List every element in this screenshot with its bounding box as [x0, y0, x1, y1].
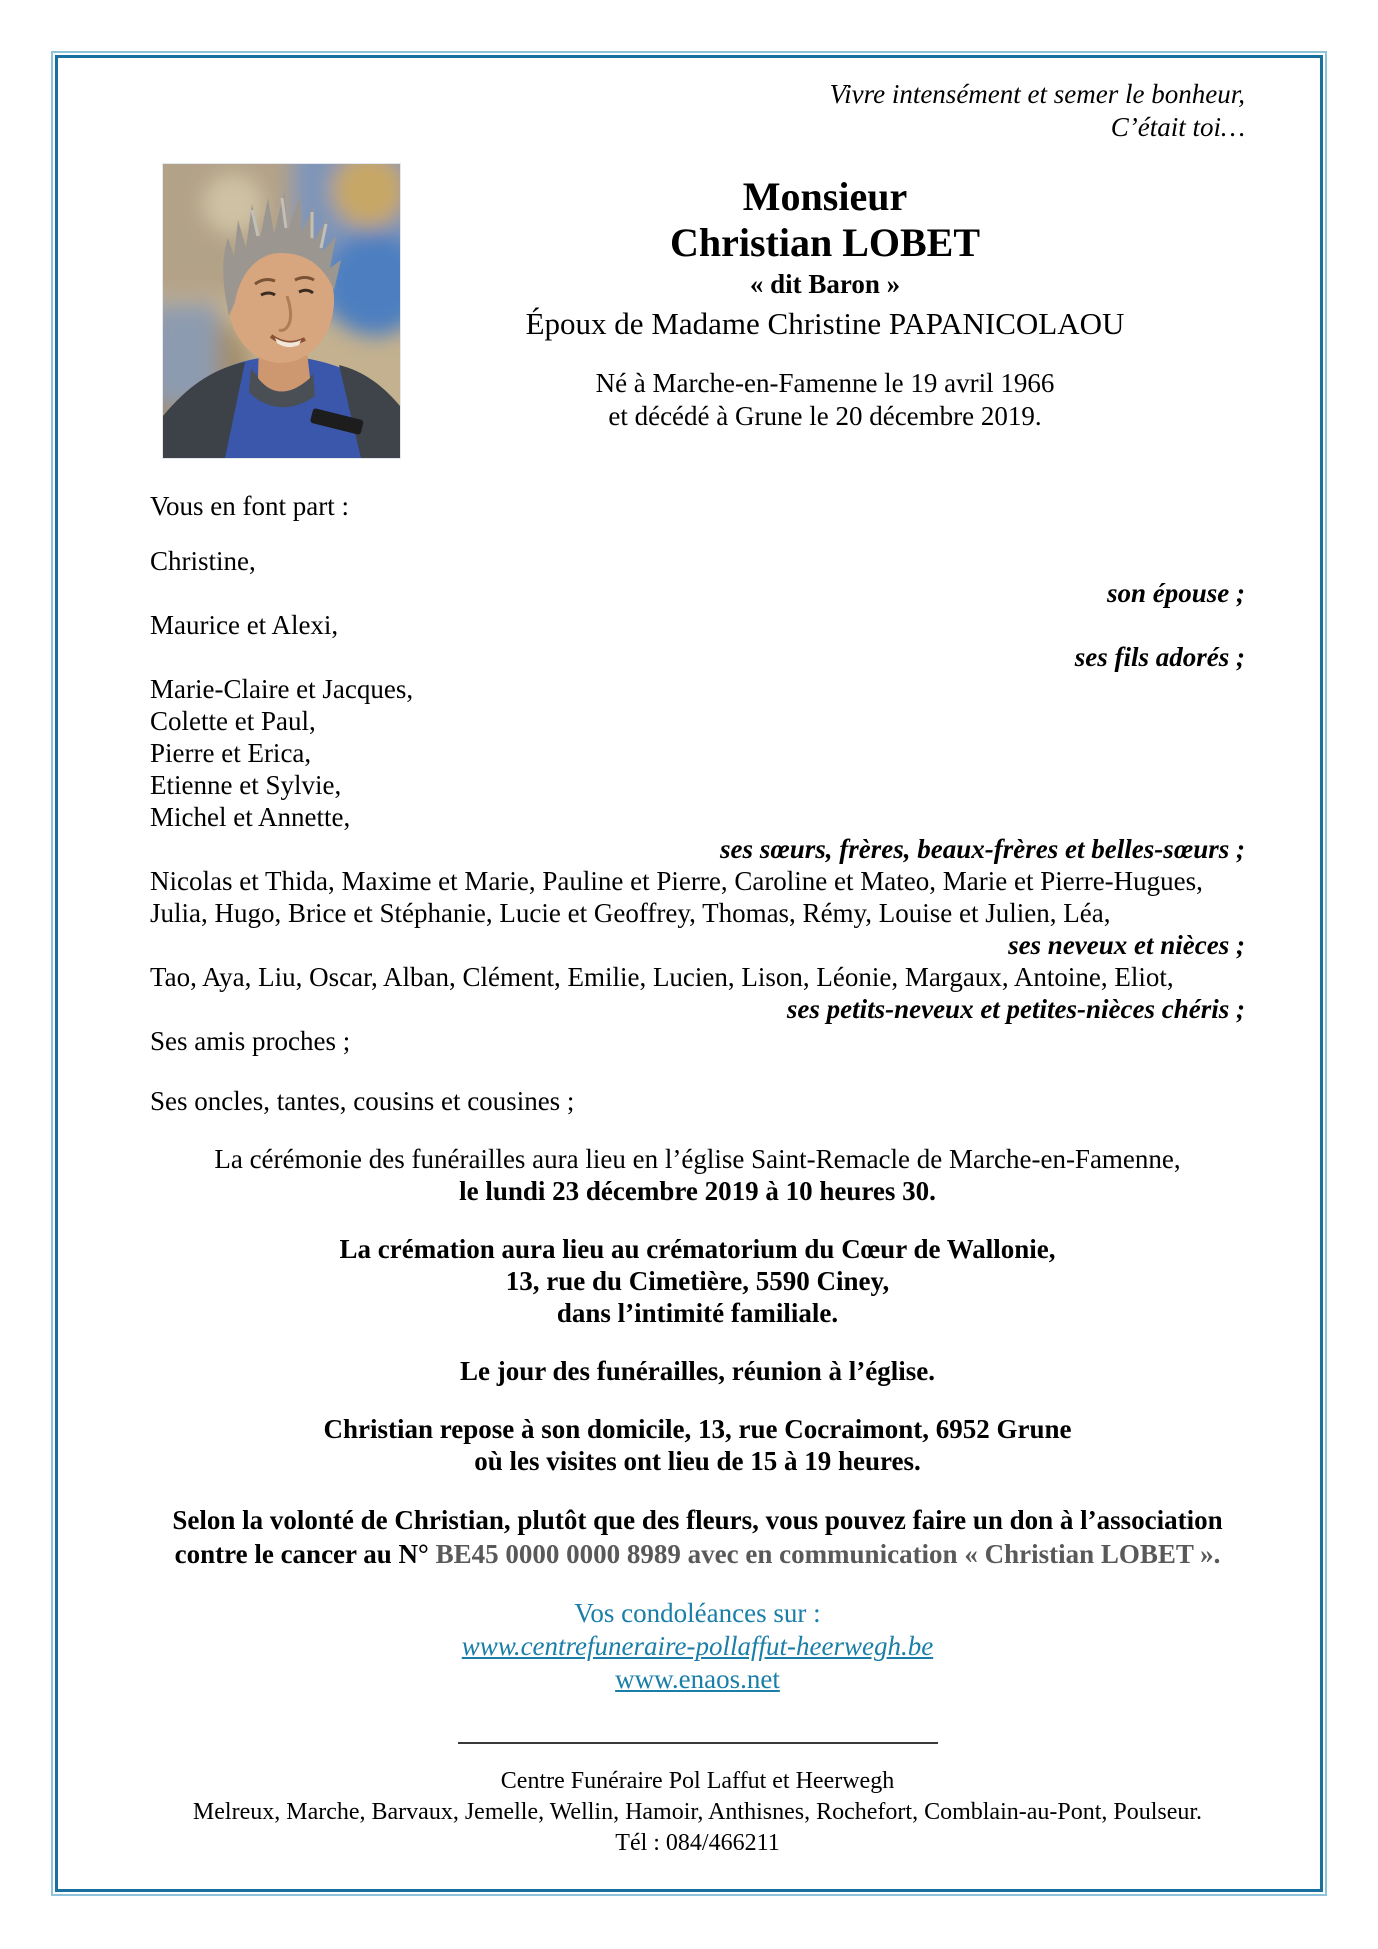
- separator-line: [458, 1740, 938, 1744]
- relation-line: son épouse ;: [1106, 578, 1245, 608]
- condolences-label: Vos condoléances sur :: [574, 1598, 821, 1628]
- footer-funeral-home-name: Centre Funéraire Pol Laffut et Heerwegh: [500, 1768, 895, 1794]
- family-line: Colette et Paul,: [150, 706, 316, 736]
- ceremony-line-1: La cérémonie des funérailles aura lieu en l’église Saint-Remacle de Marche-en-Famenne,: [214, 1144, 1181, 1174]
- family-line: Etienne et Sylvie,: [150, 770, 342, 800]
- family-line: Tao, Aya, Liu, Oscar, Alban, Clément, Emilie, Lucien, Lison, Léonie, Margaux, Antoine, Eliot,: [150, 962, 1174, 992]
- birth-death-lines: [405, 367, 1245, 433]
- ceremony-line-2: le lundi 23 décembre 2019 à 10 heures 30.: [459, 1176, 936, 1206]
- birth-line: Né à Marche-en-Famenne le 19 avril 1966: [595, 368, 1055, 398]
- portrait-photo: [163, 164, 400, 458]
- family-line: Maurice et Alexi,: [150, 610, 339, 640]
- family-line: Marie-Claire et Jacques,: [150, 674, 414, 704]
- cremation-line-3: dans l’intimité familiale.: [556, 1298, 839, 1328]
- relation-line: ses sœurs, frères, beaux-frères et belles-sœurs ;: [720, 834, 1245, 864]
- repose-block: [150, 1413, 1245, 1477]
- footer-locations: Melreux, Marche, Barvaux, Jemelle, Wellin, Hamoir, Anthisnes, Rochefort, Comblain-au-Pont, Poulseur.: [192, 1799, 1203, 1825]
- relation-line: ses fils adorés ;: [1074, 642, 1245, 672]
- donation-iban: BE45 0000 0000 8989 avec en communication « Christian LOBET ».: [435, 1539, 1221, 1569]
- announcement-intro: Vous en font part :: [150, 491, 349, 521]
- cremation-block: [150, 1233, 1245, 1329]
- repose-line-2: où les visites ont lieu de 15 à 19 heures.: [474, 1446, 921, 1476]
- header-row: [150, 164, 1245, 460]
- family-line: Julia, Hugo, Brice et Stéphanie, Lucie et Geoffrey, Thomas, Rémy, Louise et Julien, Léa,: [150, 898, 1111, 928]
- donation-block: [150, 1503, 1245, 1571]
- footer-phone: Tél : 084/466211: [615, 1830, 780, 1856]
- family-line: Pierre et Erica,: [150, 738, 312, 768]
- epigraph-line-2: C’était toi…: [1110, 112, 1245, 142]
- relation-line: ses petits-neveux et petites-nièces chéris ;: [786, 994, 1245, 1024]
- spouse-line: Époux de Madame Christine PAPANICOLAOU: [525, 306, 1125, 341]
- nickname: « dit Baron »: [749, 269, 901, 299]
- card-content: [150, 78, 1245, 1859]
- family-line: Christine,: [150, 546, 256, 576]
- family-line: Nicolas et Thida, Maxime et Marie, Pauline et Pierre, Caroline et Mateo, Marie et Pierre-Hugues,: [150, 866, 1203, 896]
- family-list: [150, 545, 1245, 1117]
- family-line: Ses amis proches ;: [150, 1026, 351, 1056]
- repose-line-1: Christian repose à son domicile, 13, rue Cocraimont, 6952 Grune: [323, 1414, 1072, 1444]
- reunion-line: Le jour des funérailles, réunion à l’église.: [460, 1356, 935, 1386]
- cremation-line-2: 13, rue du Cimetière, 5590 Ciney,: [505, 1266, 890, 1296]
- footer: [150, 1766, 1245, 1859]
- header-text: [405, 164, 1245, 433]
- title-prefix: Monsieur: [742, 174, 908, 219]
- donation-line-2-prefix: contre le cancer au N°: [174, 1539, 436, 1569]
- family-line: Michel et Annette,: [150, 802, 351, 832]
- epigraph-line-1: Vivre intensément et semer le bonheur,: [829, 79, 1245, 109]
- condolences-block: [150, 1597, 1245, 1696]
- deceased-name: Christian LOBET: [669, 220, 981, 265]
- ceremony-block: [150, 1143, 1245, 1207]
- condolences-link-funeraire[interactable]: www.centrefuneraire-pollaffut-heerwegh.be: [461, 1631, 934, 1661]
- donation-line-2: [150, 1537, 1245, 1571]
- cremation-line-1: La crémation aura lieu au crématorium du Cœur de Wallonie,: [339, 1234, 1056, 1264]
- family-line: Ses oncles, tantes, cousins et cousines ;: [150, 1086, 575, 1116]
- relation-line: ses neveux et nièces ;: [1008, 930, 1245, 960]
- epigraph: [150, 78, 1245, 144]
- death-line: et décédé à Grune le 20 décembre 2019.: [608, 401, 1042, 431]
- donation-line-1: Selon la volonté de Christian, plutôt que des fleurs, vous pouvez faire un don à l’association: [172, 1505, 1223, 1535]
- condolences-link-enaos[interactable]: www.enaos.net: [615, 1664, 780, 1694]
